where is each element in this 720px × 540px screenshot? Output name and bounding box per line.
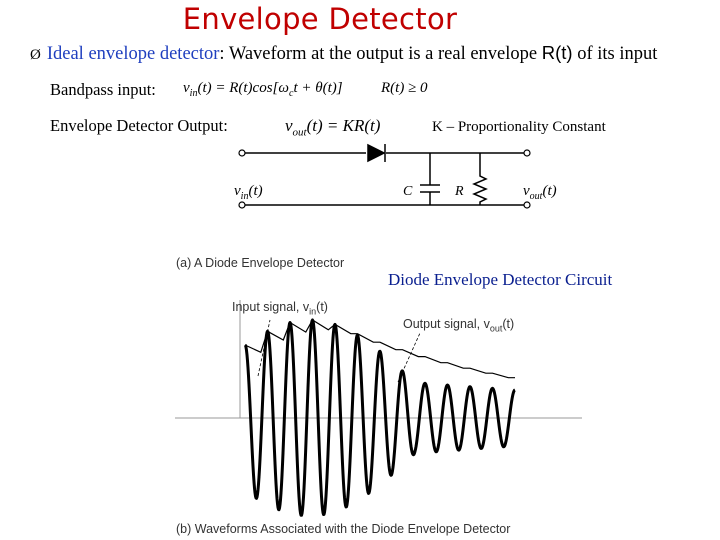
circuit-vout-label — [523, 183, 557, 202]
proportionality-note: K – Proportionality Constant — [432, 119, 606, 135]
waveform-caption: (b) Waveforms Associated with the Diode Envelope Detector — [176, 522, 511, 536]
bullet-text-post: of its input — [572, 44, 658, 64]
bandpass-label: Bandpass input: — [50, 80, 156, 99]
input-label-text: Input signal, v — [232, 300, 310, 314]
diode-icon — [368, 145, 384, 161]
terminal-in-top — [239, 150, 245, 156]
vout-tail: (t) — [542, 183, 557, 199]
resistor-label: R — [455, 184, 464, 199]
output-signal-label — [403, 317, 514, 334]
waveform-plot — [175, 300, 582, 515]
input-signal-label — [232, 300, 328, 317]
circuit-heading: Diode Envelope Detector Circuit — [388, 270, 613, 289]
input-label-tail: (t) — [316, 300, 328, 314]
eq-rhs: (t) = R(t)cos[ω — [197, 80, 289, 96]
eq-sub-c: c — [288, 88, 294, 99]
out-eq-rhs: (t) = KR(t) — [306, 116, 381, 135]
bullet-highlight: Ideal envelope detector — [46, 44, 220, 64]
eq-end: t + θ(t)] — [293, 80, 343, 96]
eq-sub-in: in — [189, 88, 198, 99]
out-eq-v: v — [285, 116, 293, 135]
vin-v: v — [234, 183, 241, 199]
vout-sub: out — [529, 191, 543, 202]
vin-sub: in — [240, 191, 249, 202]
vin-tail: (t) — [248, 183, 263, 199]
circuit-vin-label — [234, 183, 263, 202]
bullet-arrow-icon: Ø — [30, 47, 41, 63]
bullet-rt: R(t) — [541, 42, 573, 63]
capacitor-label: C — [403, 184, 413, 199]
output-label: Envelope Detector Output: — [50, 116, 228, 135]
eq-v: v — [183, 80, 190, 96]
terminal-out-bottom — [524, 202, 530, 208]
circuit-schematic — [245, 144, 524, 205]
vout-v: v — [523, 183, 530, 199]
resistor-icon — [474, 153, 486, 205]
bandpass-condition: R(t) ≥ 0 — [381, 80, 428, 96]
output-label-tail: (t) — [502, 317, 515, 331]
input-label-sub: in — [309, 306, 317, 317]
bullet-text-pre: : Waveform at the output is a real envelope — [219, 44, 542, 64]
page-title: Envelope Detector — [182, 2, 458, 36]
circuit-caption: (a) A Diode Envelope Detector — [176, 256, 345, 270]
output-label-sub: out — [489, 323, 503, 334]
out-eq-sub: out — [292, 126, 307, 139]
output-label-text: Output signal, v — [403, 317, 490, 331]
terminal-in-bottom — [239, 202, 245, 208]
terminal-out-top — [524, 150, 530, 156]
